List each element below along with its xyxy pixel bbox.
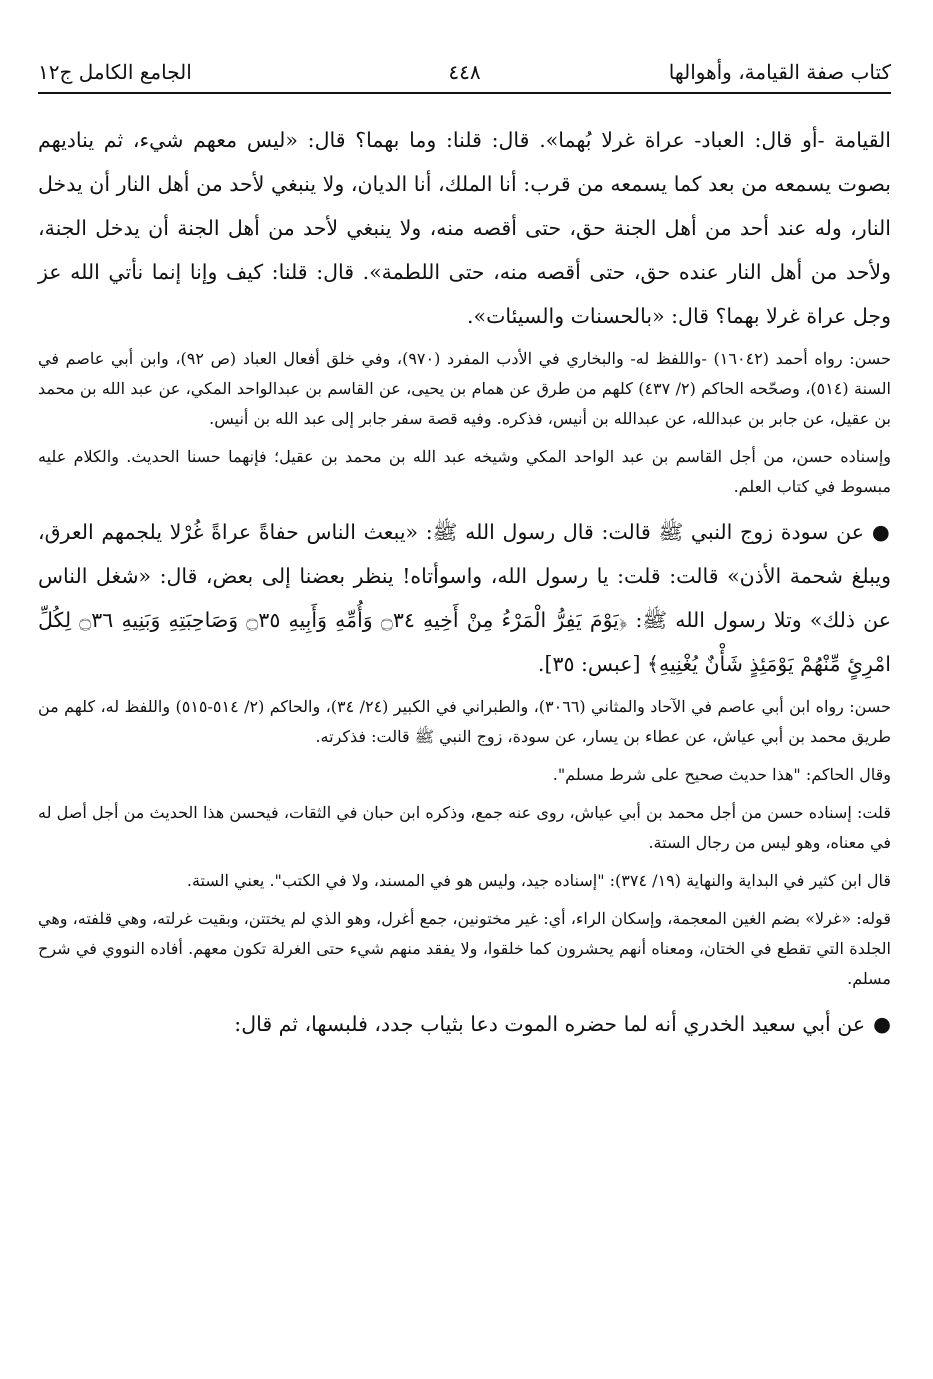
paragraph-text: عن سودة زوج النبي ﷺ قالت: قال رسول الله ﷺ: «يبعث الناس حفاةً عراةً غُرْلا يلجمهم العرق، ويبلغ شحمة الأذن» قالت: قلت: يا رسول الله، واسوأتاه! ينظر بعضنا إلى بعض، قال: «شغل الناس عن ذلك» وتلا رسول الله ﷺ: ﴿يَوْمَ يَفِرُّ الْمَرْءُ مِنْ أَخِيهِ ۝٣٤ وَأُمِّهِ وَأَبِيهِ ۝٣٥ وَصَاحِبَتِهِ وَبَنِيهِ ۝٣٦ لِكُلِّ امْرِئٍ مِّنْهُمْ يَوْمَئِذٍ شَأْنٌ يُغْنِيهِ﴾ [عبس: ٣٥]. [38,520,892,676]
paragraph-text: القيامة -أو قال: العباد- عراة غرلا بُهما». قال: قلنا: وما بهما؟ قال: «ليس معهم شيء، ثم يناديهم بصوت يسمعه من بعد كما يسمعه من قرب: أنا الملك، أنا الديان، ولا ينبغي لأحد من أهل النار أن يدخل النار، وله عند أحد من أهل الجنة حق، حتى أقصه منه، ولا ينبغي لأحد من أهل الجنة أن يدخل الجنة، ولأحد من أهل النار عنده حق، حتى أقصه منه، حتى اللطمة». قال: قلنا: كيف وإنا إنما نأتي الله عز وجل عراة غرلا بهما؟ قال: «بالحسنات والسيئات». [38,128,891,328]
commentary-paragraph [38,866,891,896]
commentary-paragraph [38,442,891,502]
page-content [38,118,891,1052]
bullet-icon: ● [871,520,891,544]
page-header [38,52,891,94]
hadith-paragraph [38,510,891,686]
page-number: ٤٤٨ [448,60,481,84]
paragraph-text: وقال الحاكم: "هذا حديث صحيح على شرط مسلم". [552,765,891,784]
commentary-paragraph [38,798,891,858]
paragraph-text: حسن: رواه ابن أبي عاصم في الآحاد والمثاني (٣٠٦٦)، والطبراني في الكبير (٢٤/ ٣٤)، والحاكم (٢/ ٥١٤-٥١٥) واللفظ له، كلهم من طريق محمد بن أبي عياش، عن عطاء بن يسار، عن سودة، زوج النبي ﷺ قالت: فذكرته. [38,697,891,746]
commentary-paragraph [38,692,891,752]
bullet-icon: ● [873,1012,891,1036]
hadith-paragraph [38,118,891,338]
chapter-title: كتاب صفة القيامة، وأهوالها [668,60,891,84]
commentary-paragraph [38,904,891,994]
commentary-paragraph [38,760,891,790]
paragraph-text: قلت: إسناده حسن من أجل محمد بن أبي عياش، روى عنه جمع، وذكره ابن حبان في الثقات، فيحسن هذا الحديث من أجل أصل له في معناه، وهو ليس من رجال الستة. [38,803,891,852]
paragraph-text: وإسناده حسن، من أجل القاسم بن عبد الواحد المكي وشيخه عبد الله بن محمد بن عقيل؛ فإنهما حسنا الحديث. والكلام عليه مبسوط في كتاب العلم. [38,447,892,496]
paragraph-text: حسن: رواه أحمد (١٦٠٤٢) -واللفظ له- والبخاري في الأدب المفرد (٩٧٠)، وفي خلق أفعال العباد (ص ٩٢)، وابن أبي عاصم في السنة (٥١٤)، وصحّحه الحاكم (٢/ ٤٣٧) كلهم من طرق عن همام بن يحيى، عن القاسم بن عبدالواحد المكي، عن عبد الله بن محمد بن عقيل، عن جابر بن عبدالله، عن عبدالله بن أنيس، فذكره. وفيه قصة سفر جابر إلى عبد الله بن أنيس. [38,349,891,428]
commentary-paragraph [38,344,891,434]
paragraph-text: قال ابن كثير في البداية والنهاية (١٩/ ٣٧٤): "إسناده جيد، وليس هو في المسند، ولا في الكتب". يعني الستة. [186,871,891,890]
hadith-paragraph [38,1002,891,1046]
paragraph-text: عن أبي سعيد الخدري أنه لما حضره الموت دعا بثياب جدد، فلبسها، ثم قال: [234,1012,866,1036]
paragraph-text: قوله: «غرلا» بضم الغين المعجمة، وإسكان الراء، أي: غير مختونين، جمع أغرل، وهو الذي لم يختتن، وبقيت غرلته، وهي قلفته، وهي الجلدة التي تقطع في الختان، ومعناه أنهم يحشرون كما خلقوا، ولا يفقد منهم شيء حتى الغرلة تكون معهم. أفاده النووي في شرح مسلم. [38,909,891,988]
book-title: الجامع الكامل ج١٢ [38,60,192,84]
